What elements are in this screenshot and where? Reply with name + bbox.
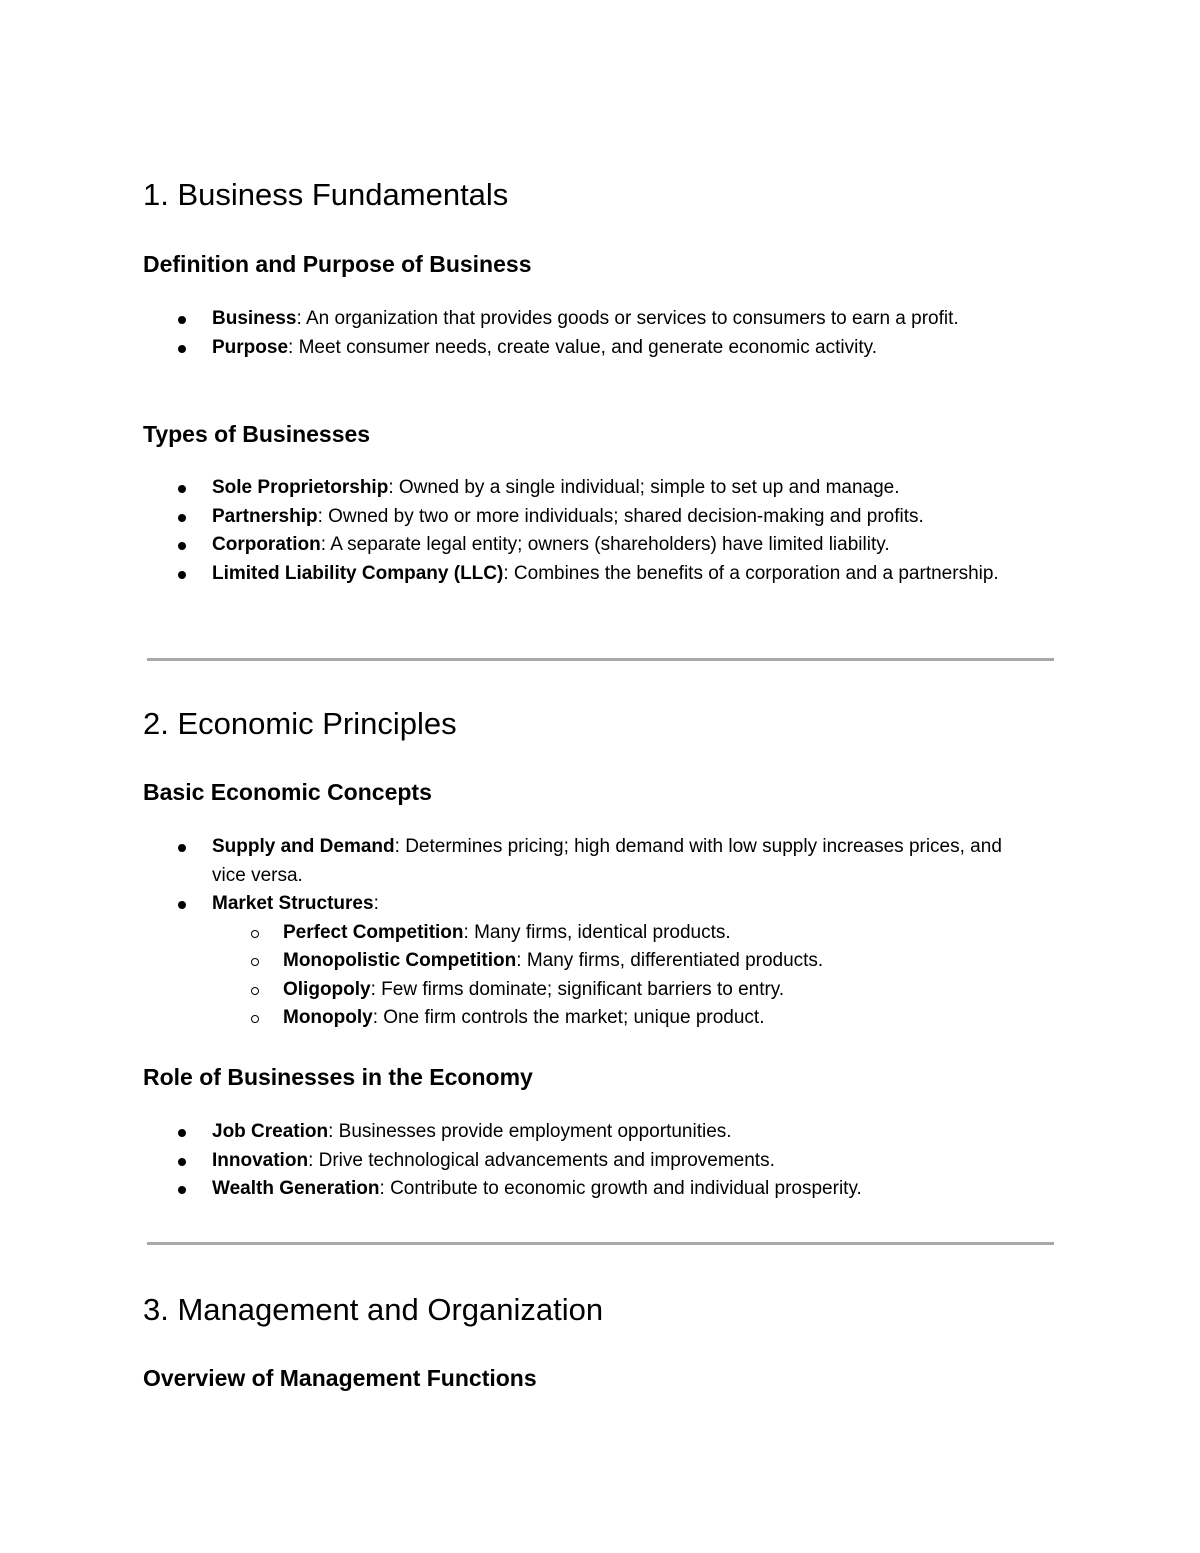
item-term: Monopolistic Competition [283, 950, 517, 971]
nested-list-item [143, 976, 1012, 1005]
bullet-icon [178, 542, 186, 550]
section-title: 1. Business Fundamentals [143, 177, 509, 212]
item-text: : Many firms, identical products. [463, 921, 731, 943]
list-item [143, 1118, 1012, 1147]
hollow-bullet-icon [251, 930, 259, 938]
item-term: Perfect Competition [283, 921, 464, 943]
list-item [143, 334, 1012, 363]
list-item [143, 1175, 1012, 1204]
list-item [143, 833, 1012, 890]
subsection-heading: Types of Businesses [143, 421, 371, 447]
item-text: : Many firms, differentiated products. [516, 950, 824, 971]
item-text: : Owned by two or more individuals; shared decision-making and profits. [317, 505, 924, 527]
bullet-list [143, 474, 1055, 588]
bullet-icon [178, 571, 186, 579]
item-text: : Combines the benefits of a corporation and a partnership. [503, 562, 999, 584]
horizontal-divider [147, 1242, 1054, 1245]
list-item [143, 531, 1012, 560]
item-text: : Owned by a single individual; simple to set up and manage. [388, 477, 900, 498]
item-text: : Few firms dominate; significant barriers to entry. [370, 978, 785, 1000]
item-text: : Meet consumer needs, create value, and generate economic activity. [288, 336, 877, 358]
item-term: Oligopoly [283, 978, 371, 1000]
bullet-icon [178, 485, 186, 493]
bullet-icon [178, 514, 186, 522]
bullet-icon [178, 345, 186, 353]
section-title: 3. Management and Organization [143, 1292, 604, 1327]
section-title: 2. Economic Principles [143, 706, 457, 741]
item-text: : A separate legal entity; owners (shareholders) have limited liability. [320, 534, 890, 555]
item-term: Supply and Demand [212, 836, 395, 857]
item-text: : Businesses provide employment opportunities. [328, 1121, 732, 1142]
bullet-icon [178, 1158, 186, 1166]
item-term: Sole Proprietorship [212, 477, 389, 498]
item-term: Purpose [212, 336, 289, 358]
bullet-list [143, 833, 1055, 1033]
bullet-icon [178, 844, 186, 852]
list-item [143, 474, 1012, 503]
bullet-list [143, 1118, 1055, 1204]
list-item [143, 890, 1012, 1033]
item-term: Innovation [212, 1149, 309, 1171]
list-item [143, 503, 1012, 532]
horizontal-divider [147, 658, 1054, 661]
item-text: : [373, 893, 379, 914]
bullet-icon [178, 316, 186, 324]
item-text: : Contribute to economic growth and individual prosperity. [379, 1178, 862, 1199]
item-term: Monopoly [283, 1007, 373, 1028]
bullet-icon [178, 1186, 186, 1194]
bullet-icon [178, 901, 186, 909]
item-term: Job Creation [212, 1121, 329, 1142]
item-text: : One firm controls the market; unique product. [372, 1007, 765, 1028]
hollow-bullet-icon [251, 987, 259, 995]
hollow-bullet-icon [251, 1015, 259, 1023]
subsection-heading: Overview of Management Functions [143, 1365, 537, 1391]
item-term: Business [212, 308, 297, 329]
item-term: Limited Liability Company (LLC) [212, 562, 504, 584]
item-term: Wealth Generation [212, 1178, 380, 1199]
list-item [143, 560, 1012, 589]
nested-list [212, 919, 1012, 1033]
item-text: : An organization that provides goods or services to consumers to earn a profit. [296, 308, 959, 329]
nested-list-item [143, 1004, 1012, 1033]
item-text: : Drive technological advancements and improvements. [308, 1149, 775, 1171]
item-term: Partnership [212, 505, 318, 527]
nested-list-item [143, 947, 1012, 976]
subsection-heading: Definition and Purpose of Business [143, 251, 532, 277]
list-item [143, 305, 1012, 334]
subsection-heading: Role of Businesses in the Economy [143, 1064, 533, 1090]
nested-list-item [143, 919, 1012, 948]
bullet-list [143, 305, 1055, 362]
item-text: : Determines pricing; high demand with low supply increases prices, and vice versa. [212, 836, 1002, 886]
item-term: Corporation [212, 534, 321, 555]
hollow-bullet-icon [251, 958, 259, 966]
bullet-icon [178, 1129, 186, 1137]
list-item [143, 1147, 1012, 1176]
item-term: Market Structures [212, 893, 374, 914]
subsection-heading: Basic Economic Concepts [143, 779, 432, 805]
